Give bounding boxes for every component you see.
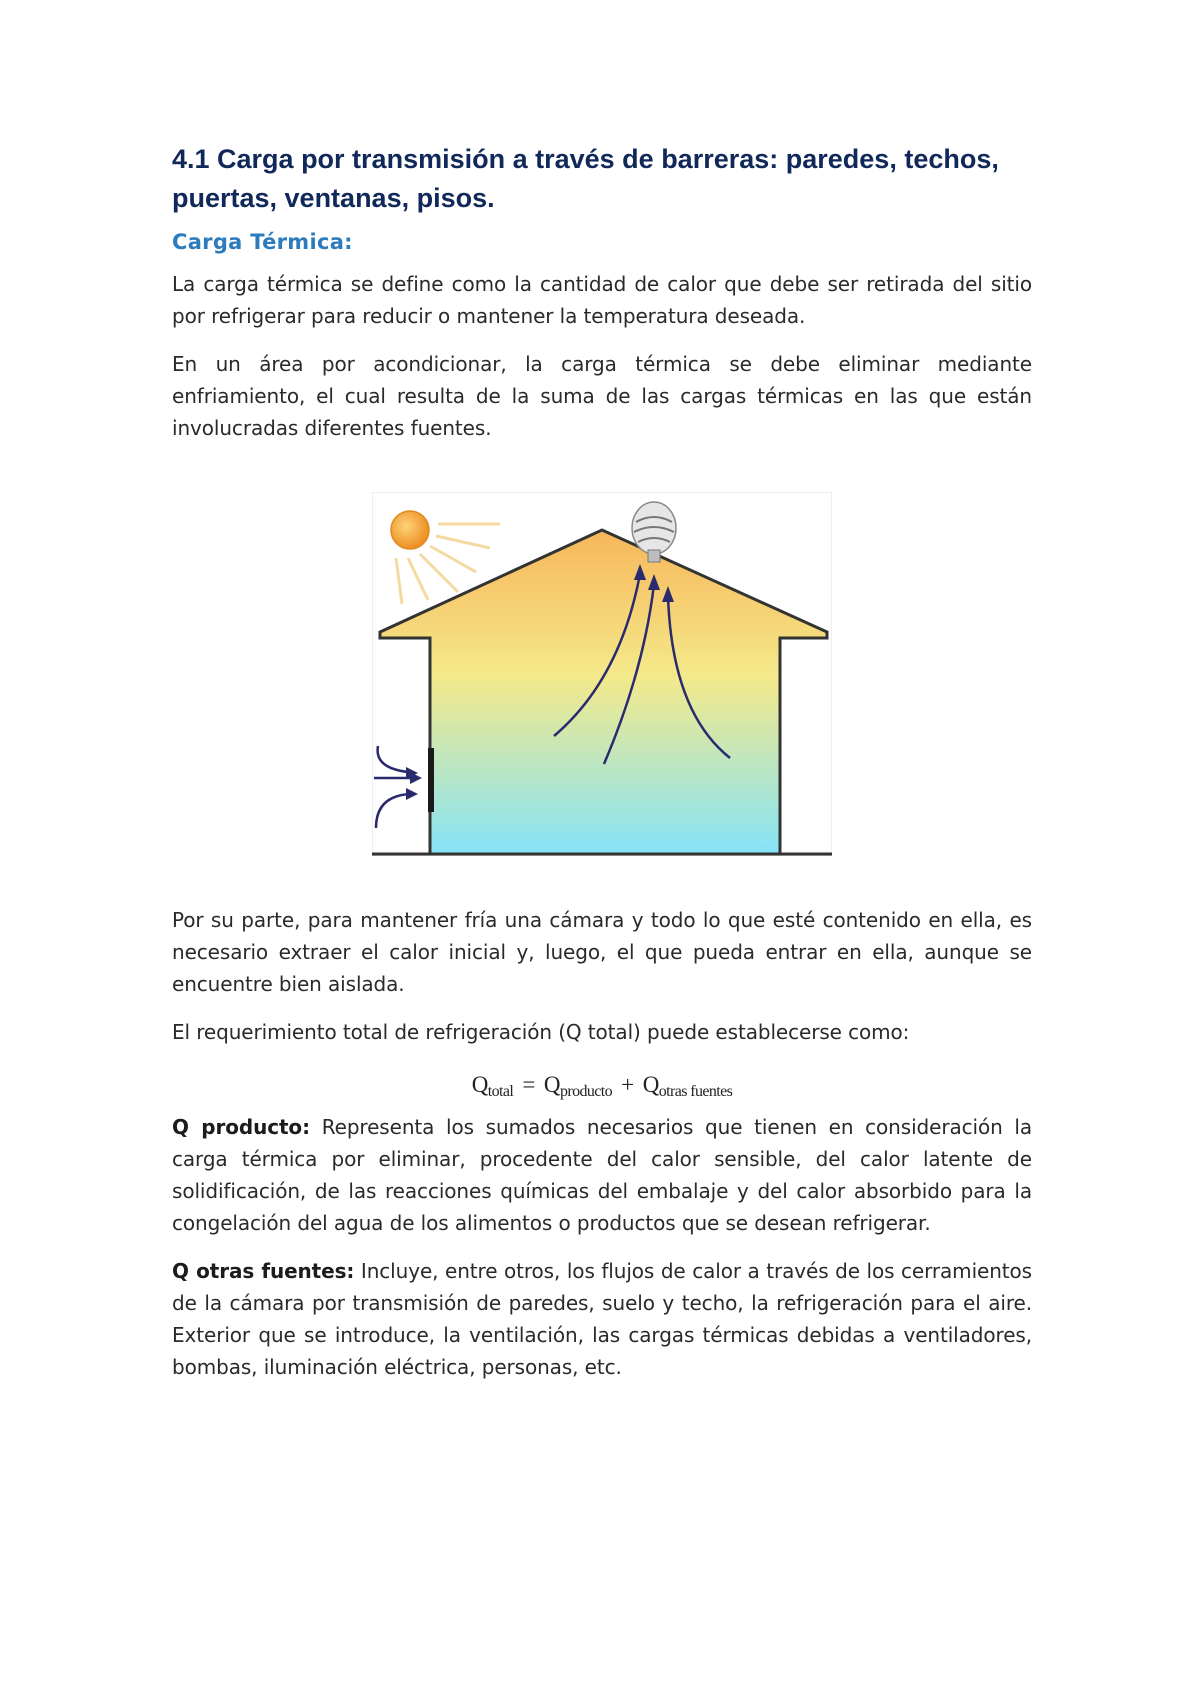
formula-term-producto-sub: producto [559,1083,613,1100]
document-page [172,140,1032,1399]
definition-q-otras-fuentes [172,1255,1032,1383]
formula-term-otras: Q [642,1072,659,1097]
paragraph-requerimiento: El requerimiento total de refrigeración (Q total) puede establecerse como: [172,1020,910,1044]
formula-lhs-sub: total [487,1083,514,1100]
term-q-producto: Q producto: [172,1115,310,1139]
formula-lhs: Q [471,1072,488,1097]
subheading-carga-termica: Carga Térmica: [172,230,353,254]
formula-term-producto: Q [543,1072,560,1097]
section-heading: 4.1 Carga por transmisión a través de barreras: paredes, techos, puertas, ventanas, pisos. [172,144,999,213]
house-heat-diagram-svg [372,492,832,856]
house-heat-diagram [372,492,832,856]
text-q-otras-fuentes: Incluye, entre otros, los flujos de calor a través de los cerramientos de la cámara por transmisión de paredes, suelo y techo, la refrigeración para el aire. Exterior que se introduce, la ventilación, las cargas térmicas debidas a ventiladores, bombas, iluminación eléctrica, personas, etc. [172,1259,1032,1379]
formula-plus: + [621,1072,634,1097]
text-q-producto: Representa los sumados necesarios que tienen en consideración la carga térmica por eliminar, procedente del calor sensible, del calor latente de solidificación, de las reacciones químicas del embalaje y del calor absorbido para la congelación del agua de los alimentos o productos que se desean refrigerar. [172,1115,1033,1235]
definition-q-producto [172,1111,1032,1239]
q-total-formula [172,1072,1032,1101]
paragraph-area: En un área por acondicionar, la carga térmica se debe eliminar mediante enfriamiento, el cual resulta de la suma de las cargas térmicas en las que están involucradas diferentes fuentes. [172,352,1032,440]
formula-equals: = [522,1072,535,1097]
window-icon [428,748,434,812]
paragraph-definition: La carga térmica se define como la cantidad de calor que debe ser retirada del sitio por refrigerar para reducir o mantener la temperatura deseada. [172,272,1032,328]
formula-term-otras-sub: otras fuentes [658,1083,733,1100]
term-q-otras-fuentes: Q otras fuentes: [172,1259,355,1283]
paragraph-camara: Por su parte, para mantener fría una cámara y todo lo que esté contenido en ella, es necesario extraer el calor inicial y, luego, el que pueda entrar en ella, aunque se encuentre bien aislada. [172,908,1032,996]
